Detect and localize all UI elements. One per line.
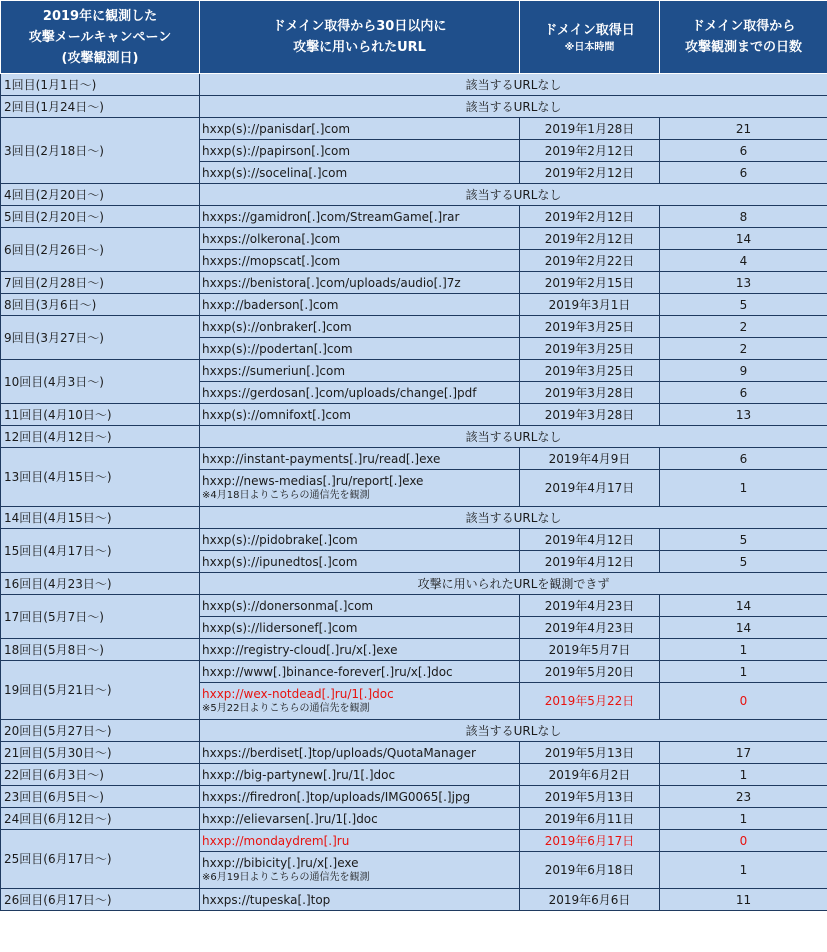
days-cell: 13 xyxy=(660,272,827,294)
url-cell xyxy=(200,889,520,911)
url-text: hxxps://sumeriun[.]com xyxy=(202,363,346,378)
campaign-cell: 11回目(4月10日～) xyxy=(1,404,200,426)
date-cell: 2019年6月18日 xyxy=(520,852,660,889)
url-cell xyxy=(200,272,520,294)
url-cell xyxy=(200,786,520,808)
date-cell: 2019年3月25日 xyxy=(520,338,660,360)
url-cell xyxy=(200,470,520,507)
url-text: hxxp(s)://pidobrake[.]com xyxy=(202,532,358,547)
table-row xyxy=(1,889,827,911)
header-campaign: 2019年に観測した 攻撃メールキャンペーン (攻撃観測日) xyxy=(1,1,200,74)
days-cell: 6 xyxy=(660,140,827,162)
campaign-cell: 24回目(6月12日～) xyxy=(1,808,200,830)
url-cell xyxy=(200,639,520,661)
url-text: hxxps://gamidron[.]com/StreamGame[.]rar xyxy=(202,209,460,224)
url-cell xyxy=(200,852,520,889)
days-cell: 21 xyxy=(660,118,827,140)
url-text: hxxp(s)://donersonma[.]com xyxy=(202,598,374,613)
date-cell: 2019年2月12日 xyxy=(520,140,660,162)
table-row xyxy=(1,573,827,595)
url-cell xyxy=(200,742,520,764)
table-row xyxy=(1,720,827,742)
url-text: hxxp(s)://socelina[.]com xyxy=(202,165,348,180)
campaign-cell: 17回目(5月7日～) xyxy=(1,595,200,639)
days-cell: 14 xyxy=(660,228,827,250)
url-cell xyxy=(200,118,520,140)
days-cell: 6 xyxy=(660,382,827,404)
url-cell xyxy=(200,683,520,720)
table-row xyxy=(1,118,827,140)
table-row xyxy=(1,595,827,617)
url-cell xyxy=(200,316,520,338)
url-text: hxxp://elievarsen[.]ru/1[.]doc xyxy=(202,811,378,826)
url-cell xyxy=(200,228,520,250)
days-cell: 8 xyxy=(660,206,827,228)
url-text: hxxp://baderson[.]com xyxy=(202,297,339,312)
days-cell: 1 xyxy=(660,470,827,507)
no-url-note: 該当するURLなし xyxy=(200,184,827,206)
header-days: ドメイン取得から 攻撃観測までの日数 xyxy=(660,1,827,74)
table-row xyxy=(1,661,827,683)
observation-note: ※6月19日よりこちらの通信先を観測 xyxy=(202,872,370,883)
no-url-note: 攻撃に用いられたURLを観測できず xyxy=(200,573,827,595)
days-cell: 1 xyxy=(660,764,827,786)
campaign-cell: 4回目(2月20日～) xyxy=(1,184,200,206)
header-date: ドメイン取得日 ※日本時間 xyxy=(520,1,660,74)
url-cell xyxy=(200,294,520,316)
observation-note: ※5月22日よりこちらの通信先を観測 xyxy=(202,703,370,714)
url-text: hxxp(s)://podertan[.]com xyxy=(202,341,353,356)
campaign-cell: 23回目(6月5日～) xyxy=(1,786,200,808)
url-cell xyxy=(200,617,520,639)
table-row xyxy=(1,404,827,426)
no-url-note: 該当するURLなし xyxy=(200,720,827,742)
table-row xyxy=(1,316,827,338)
table-row xyxy=(1,786,827,808)
campaign-cell: 1回目(1月1日～) xyxy=(1,74,200,96)
days-cell: 5 xyxy=(660,551,827,573)
campaign-cell: 13回目(4月15日～) xyxy=(1,448,200,507)
days-cell: 23 xyxy=(660,786,827,808)
date-cell: 2019年1月28日 xyxy=(520,118,660,140)
date-cell: 2019年4月23日 xyxy=(520,595,660,617)
days-cell: 6 xyxy=(660,162,827,184)
url-cell xyxy=(200,808,520,830)
days-cell: 1 xyxy=(660,639,827,661)
date-cell: 2019年2月22日 xyxy=(520,250,660,272)
days-cell: 17 xyxy=(660,742,827,764)
url-text: hxxp(s)://lidersonef[.]com xyxy=(202,620,358,635)
campaign-cell: 12回目(4月12日～) xyxy=(1,426,200,448)
campaign-cell: 18回目(5月8日～) xyxy=(1,639,200,661)
url-text: hxxp(s)://onbraker[.]com xyxy=(202,319,352,334)
no-url-note: 該当するURLなし xyxy=(200,96,827,118)
url-text: hxxp://news-medias[.]ru/report[.]exe xyxy=(202,474,424,488)
url-cell xyxy=(200,404,520,426)
url-text: hxxps://firedron[.]top/uploads/IMG0065[.]jpg xyxy=(202,789,471,804)
date-cell: 2019年3月25日 xyxy=(520,316,660,338)
days-cell: 1 xyxy=(660,661,827,683)
days-cell: 13 xyxy=(660,404,827,426)
days-cell: 6 xyxy=(660,448,827,470)
table-row xyxy=(1,830,827,852)
date-cell: 2019年5月7日 xyxy=(520,639,660,661)
date-cell: 2019年2月15日 xyxy=(520,272,660,294)
campaign-cell: 25回目(6月17日～) xyxy=(1,830,200,889)
table-row xyxy=(1,742,827,764)
url-cell xyxy=(200,830,520,852)
date-cell: 2019年2月12日 xyxy=(520,228,660,250)
date-cell: 2019年4月12日 xyxy=(520,551,660,573)
url-text: hxxp(s)://omnifoxt[.]com xyxy=(202,407,351,422)
days-cell: 2 xyxy=(660,338,827,360)
url-text: hxxp(s)://ipunedtos[.]com xyxy=(202,554,358,569)
url-text: hxxp://registry-cloud[.]ru/x[.]exe xyxy=(202,642,398,657)
table-row xyxy=(1,206,827,228)
date-cell: 2019年4月12日 xyxy=(520,529,660,551)
days-cell: 9 xyxy=(660,360,827,382)
url-text: hxxp://bibicity[.]ru/x[.]exe xyxy=(202,856,359,870)
days-cell: 14 xyxy=(660,617,827,639)
days-cell: 5 xyxy=(660,294,827,316)
campaign-cell: 9回目(3月27日～) xyxy=(1,316,200,360)
days-cell: 0 xyxy=(660,830,827,852)
date-cell: 2019年6月2日 xyxy=(520,764,660,786)
date-cell: 2019年5月13日 xyxy=(520,786,660,808)
url-cell xyxy=(200,360,520,382)
url-cell xyxy=(200,206,520,228)
date-cell: 2019年3月28日 xyxy=(520,382,660,404)
observation-note: ※4月18日よりこちらの通信先を観測 xyxy=(202,490,370,501)
url-cell xyxy=(200,250,520,272)
date-cell: 2019年3月1日 xyxy=(520,294,660,316)
campaign-cell: 19回目(5月21日～) xyxy=(1,661,200,720)
url-cell xyxy=(200,595,520,617)
campaign-cell: 8回目(3月6日～) xyxy=(1,294,200,316)
url-text: hxxps://berdiset[.]top/uploads/QuotaManager xyxy=(202,745,476,760)
table-row xyxy=(1,426,827,448)
date-cell: 2019年4月9日 xyxy=(520,448,660,470)
campaign-cell: 7回目(2月28日～) xyxy=(1,272,200,294)
table-row xyxy=(1,360,827,382)
no-url-note: 該当するURLなし xyxy=(200,507,827,529)
date-cell: 2019年3月28日 xyxy=(520,404,660,426)
url-text: hxxp(s)://panisdar[.]com xyxy=(202,121,351,136)
table-row xyxy=(1,74,827,96)
table-row xyxy=(1,272,827,294)
days-cell: 14 xyxy=(660,595,827,617)
campaign-cell: 6回目(2月26日～) xyxy=(1,228,200,272)
url-cell xyxy=(200,382,520,404)
table-row xyxy=(1,184,827,206)
table-row xyxy=(1,639,827,661)
date-cell: 2019年4月23日 xyxy=(520,617,660,639)
date-cell: 2019年2月12日 xyxy=(520,206,660,228)
url-text: hxxps://olkerona[.]com xyxy=(202,231,341,246)
url-cell xyxy=(200,140,520,162)
table-row xyxy=(1,808,827,830)
date-cell: 2019年6月6日 xyxy=(520,889,660,911)
url-text: hxxp://big-partynew[.]ru/1[.]doc xyxy=(202,767,396,782)
date-cell: 2019年5月13日 xyxy=(520,742,660,764)
campaign-cell: 3回目(2月18日～) xyxy=(1,118,200,184)
url-cell xyxy=(200,162,520,184)
date-cell: 2019年5月20日 xyxy=(520,661,660,683)
campaign-cell: 2回目(1月24日～) xyxy=(1,96,200,118)
url-text: hxxps://gerdosan[.]com/uploads/change[.]pdf xyxy=(202,385,477,400)
url-cell xyxy=(200,529,520,551)
url-cell xyxy=(200,661,520,683)
header-url: ドメイン取得から30日以内に 攻撃に用いられたURL xyxy=(200,1,520,74)
days-cell: 11 xyxy=(660,889,827,911)
days-cell: 2 xyxy=(660,316,827,338)
days-cell: 1 xyxy=(660,808,827,830)
table-body xyxy=(1,74,827,911)
days-cell: 0 xyxy=(660,683,827,720)
url-text: hxxp://www[.]binance-forever[.]ru/x[.]doc xyxy=(202,664,453,679)
url-text: hxxp(s)://papirson[.]com xyxy=(202,143,351,158)
url-text: hxxp://wex-notdead[.]ru/1[.]doc xyxy=(202,687,394,701)
campaign-cell: 14回目(4月15日～) xyxy=(1,507,200,529)
campaign-cell: 16回目(4月23日～) xyxy=(1,573,200,595)
no-url-note: 該当するURLなし xyxy=(200,426,827,448)
days-cell: 1 xyxy=(660,852,827,889)
days-cell: 5 xyxy=(660,529,827,551)
url-text: hxxps://benistora[.]com/uploads/audio[.]7z xyxy=(202,275,461,290)
campaign-cell: 21回目(5月30日～) xyxy=(1,742,200,764)
table-row xyxy=(1,507,827,529)
url-cell xyxy=(200,448,520,470)
days-cell: 4 xyxy=(660,250,827,272)
table-row xyxy=(1,228,827,250)
url-text: hxxp://instant-payments[.]ru/read[.]exe xyxy=(202,451,441,466)
table-row xyxy=(1,764,827,786)
header-row xyxy=(1,1,827,74)
date-cell: 2019年6月17日 xyxy=(520,830,660,852)
campaign-cell: 5回目(2月20日～) xyxy=(1,206,200,228)
url-text: hxxps://tupeska[.]top xyxy=(202,892,331,907)
date-cell: 2019年4月17日 xyxy=(520,470,660,507)
date-cell: 2019年3月25日 xyxy=(520,360,660,382)
url-text: hxxps://mopscat[.]com xyxy=(202,253,341,268)
date-cell: 2019年6月11日 xyxy=(520,808,660,830)
campaign-cell: 10回目(4月3日～) xyxy=(1,360,200,404)
url-cell xyxy=(200,338,520,360)
table-row xyxy=(1,294,827,316)
url-text: hxxp://mondaydrem[.]ru xyxy=(202,833,350,848)
url-cell xyxy=(200,551,520,573)
header-date-note: ※日本時間 xyxy=(564,41,615,53)
no-url-note: 該当するURLなし xyxy=(200,74,827,96)
date-cell: 2019年5月22日 xyxy=(520,683,660,720)
table-row xyxy=(1,96,827,118)
table-row xyxy=(1,529,827,551)
url-cell xyxy=(200,764,520,786)
campaign-cell: 26回目(6月17日～) xyxy=(1,889,200,911)
campaign-cell: 22回目(6月3日～) xyxy=(1,764,200,786)
campaign-cell: 20回目(5月27日～) xyxy=(1,720,200,742)
campaign-cell: 15回目(4月17日～) xyxy=(1,529,200,573)
date-cell: 2019年2月12日 xyxy=(520,162,660,184)
table-row xyxy=(1,448,827,470)
